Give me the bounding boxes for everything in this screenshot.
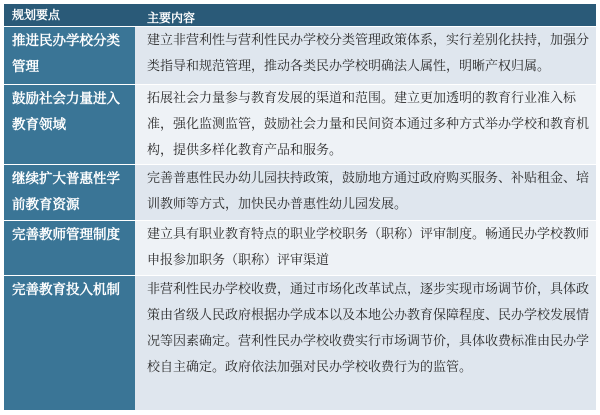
row-4-point: 完善教师管理制度	[4, 221, 135, 275]
header-content: 主要内容	[135, 4, 596, 26]
row-2-content: 拓展社会力量参与教育发展的渠道和范围。建立更加透明的教育行业准入标准，强化监测监管，鼓励社会力量和民间资本通过多种方式举办学校和教育机构，提供多样化教育产品和服务。	[135, 85, 596, 164]
row-3-point: 继续扩大普惠性学前教育资源	[4, 165, 135, 220]
row-4-content: 建立具有职业教育特点的职业学校职务（职称）评审制度。畅通民办学校教师申报参加职务（职称）评审渠道	[135, 221, 596, 275]
row-3-content: 完善普惠性民办幼儿园扶持政策，鼓励地方通过政府购买服务、补贴租金、培训教师等方式，加快民办普惠性幼儿园发展。	[135, 165, 596, 220]
row-1-content: 建立非营利性与营利性民办学校分类管理政策体系，实行差别化扶持，加强分类指导和规范管理，推动各类民办学校明确法人属性，明晰产权归属。	[135, 27, 596, 84]
row-5-point: 完善教育投入机制	[4, 276, 135, 410]
row-1-point: 推进民办学校分类管理	[4, 27, 135, 84]
row-5-content: 非营利性民办学校收费，通过市场化改革试点，逐步实现市场调节价，具体政策由省级人民政府根据办学成本以及本地公办教育保障程度、民办学校发展情况等因素确定。营利性民办学校收费实行市场调节价，具体收费标准由民办学校自主确定。政府依法加强对民办学校收费行为的监管。	[135, 276, 596, 410]
header-point: 规划要点	[4, 4, 135, 26]
row-2-point: 鼓励社会力量进入教育领域	[4, 85, 135, 164]
policy-table	[4, 4, 596, 410]
